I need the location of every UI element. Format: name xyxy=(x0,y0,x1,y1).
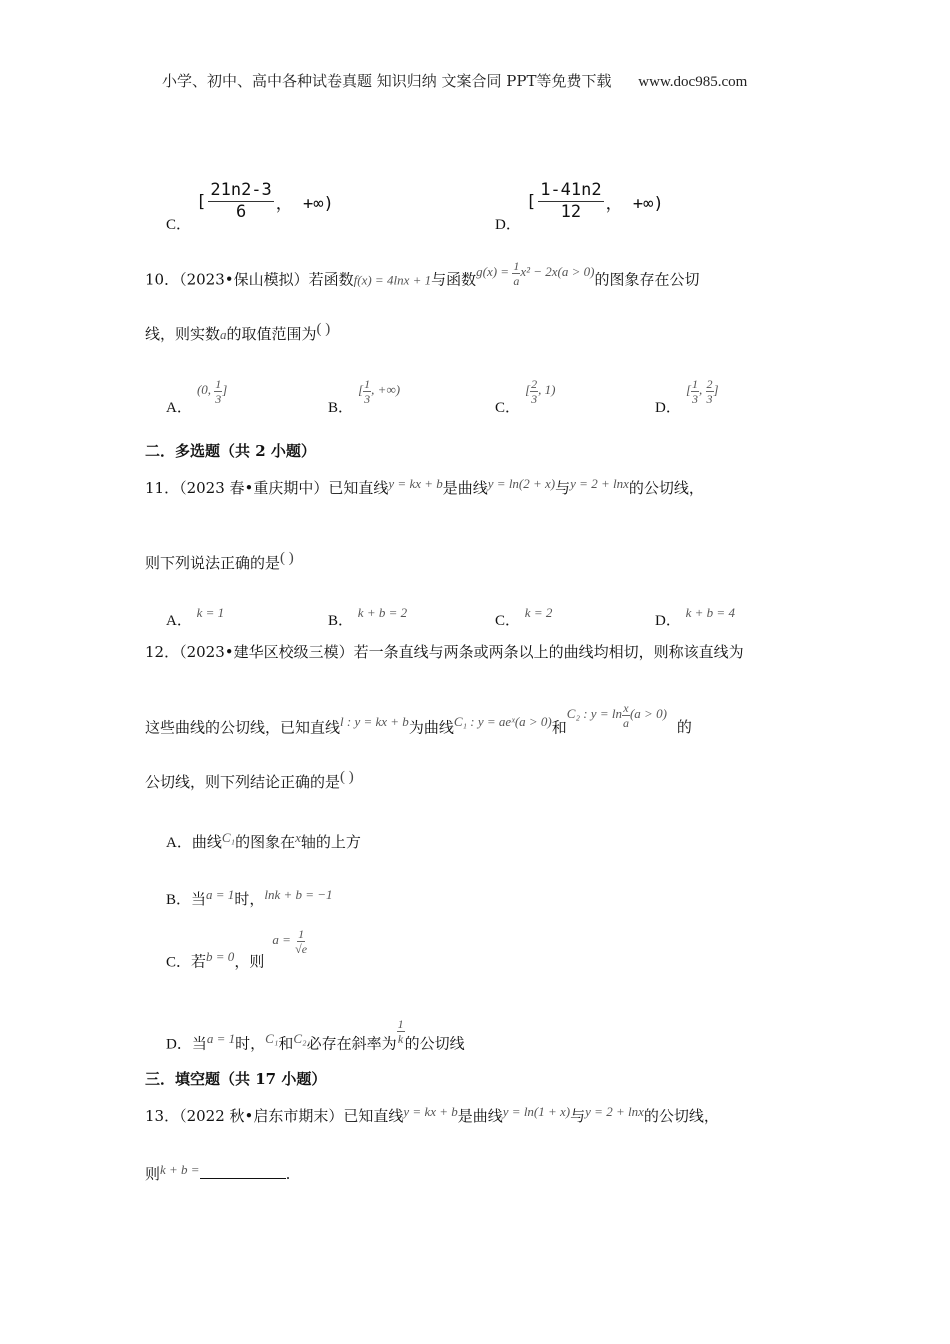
math-g-right: x² − 2x(a > 0) xyxy=(520,264,595,280)
question-number: 12． xyxy=(145,643,180,661)
option-text: 若 xyxy=(191,952,207,971)
stem-text: 这些曲线的公切线，已知直线 xyxy=(145,718,341,737)
answer-paren: ( ) xyxy=(316,321,331,337)
option-label: C． xyxy=(495,400,521,417)
stem-text: 的公切线， xyxy=(628,479,704,497)
q12-option-d[interactable] xyxy=(166,1017,465,1059)
math-c2-right: (a > 0) xyxy=(629,706,667,722)
q13-stem-line2 xyxy=(145,1164,290,1185)
q10-stem-line1 xyxy=(145,259,700,295)
q10-option-a[interactable] xyxy=(166,377,228,417)
q11-stem-line1 xyxy=(145,478,704,499)
q9-option-c-math: [ $\frac{21n2-3}{6}$ ， +∞) xyxy=(196,180,334,222)
option-label: D． xyxy=(655,613,681,629)
option-math: [ $\frac{1}{3}$ , $\frac{2}{3}$ ] xyxy=(685,377,719,406)
stem-text: 是曲线 xyxy=(442,479,488,497)
section-fill-in: 三．填空题（共 17 小题） xyxy=(145,1070,327,1088)
math-curve-c1: C₁ : y = aeˣ(a > 0) xyxy=(453,714,552,730)
option-label: B． xyxy=(328,400,354,417)
answer-blank[interactable] xyxy=(200,1164,286,1179)
stem-text: 的取值范围为 xyxy=(226,325,317,343)
option-math: (0, $\frac{1}{3}$ ] xyxy=(196,377,228,406)
option-math: k + b = 4 xyxy=(685,605,735,620)
option-text: 当 xyxy=(191,1034,207,1053)
fraction-numerator: 1-41n2 xyxy=(540,180,602,200)
math-line: y = kx + b xyxy=(403,1104,458,1119)
math-a: a xyxy=(220,327,227,342)
question-number: 10． xyxy=(145,270,180,289)
option-label: D． xyxy=(655,400,681,417)
stem-text: 为曲线 xyxy=(408,718,454,737)
option-text: 轴的上方 xyxy=(300,833,361,851)
stem-text: 已知直线 xyxy=(328,479,389,497)
option-text: 必存在斜率为 xyxy=(306,1034,397,1053)
interval-tail: ， +∞) xyxy=(605,194,664,214)
option-math: C₂ xyxy=(293,1031,307,1047)
option-math: a = 1 xyxy=(206,1031,236,1047)
option-text: 和 xyxy=(278,1034,294,1053)
option-label: D． xyxy=(166,1036,192,1053)
option-text: 时， xyxy=(235,1034,266,1053)
stem-text: 与 xyxy=(555,479,571,497)
option-label: A． xyxy=(166,613,192,629)
stem-text: 已知直线 xyxy=(343,1107,404,1125)
fraction-numerator: 21n2-3 xyxy=(210,180,272,200)
option-math: [ $\frac{1}{3}$ , +∞) xyxy=(358,377,401,406)
option-label: C． xyxy=(166,216,192,233)
q12-option-b[interactable] xyxy=(166,889,333,910)
stem-text: 和 xyxy=(551,718,567,737)
math-line-l: l : y = kx + b xyxy=(340,714,409,730)
q12-stem-line3 xyxy=(145,769,354,793)
math-curve1: y = ln(1 + x) xyxy=(502,1104,571,1119)
option-math: k = 1 xyxy=(196,605,225,620)
option-label: A． xyxy=(166,400,192,417)
option-label: C． xyxy=(166,954,192,971)
option-text: 的图象在 xyxy=(235,833,296,851)
q11-option-b[interactable] xyxy=(328,605,408,629)
question-source: （2023 春•重庆期中） xyxy=(179,479,329,497)
math-curve2: y = 2 + lnx xyxy=(585,1104,644,1119)
q11-option-c[interactable] xyxy=(495,605,553,629)
stem-text: 的 xyxy=(676,718,692,737)
section-multiple-choice: 二．多选题（共 2 小题） xyxy=(145,442,316,460)
page-header xyxy=(162,70,747,91)
q11-stem-line2 xyxy=(145,550,294,574)
q13-stem-line1 xyxy=(145,1106,719,1127)
stem-text: 与函数 xyxy=(431,270,477,289)
math-curve2: y = 2 + lnx xyxy=(570,476,629,491)
interval-tail: ， +∞) xyxy=(275,194,334,214)
option-label: B． xyxy=(328,613,354,629)
stem-text: 则下列说法正确的是 xyxy=(145,554,281,572)
stem-text: 公切线，则下列结论正确的是 xyxy=(145,773,341,791)
stem-text: . xyxy=(285,1165,291,1183)
option-text: 时， xyxy=(234,890,265,908)
header-url[interactable]: www.doc985.com xyxy=(638,74,748,90)
stem-text: 则 xyxy=(145,1165,161,1183)
option-label: C． xyxy=(495,613,521,629)
stem-text: 的图象存在公切 xyxy=(594,270,700,289)
answer-paren: ( ) xyxy=(280,550,294,566)
fraction-denominator: 6 xyxy=(235,202,247,222)
q12-stem-line2 xyxy=(145,701,692,743)
stem-text: 的公切线， xyxy=(643,1107,719,1125)
option-label: A． xyxy=(166,835,192,851)
fraction-denominator: 12 xyxy=(560,202,582,222)
option-math: lnk + b = −1 xyxy=(264,887,333,902)
option-label: D． xyxy=(495,216,521,233)
q12-stem-line1 xyxy=(145,642,744,662)
option-math-frac: a = $\frac{1}{√e}$ xyxy=(272,927,308,956)
question-source: （2023•建华区校级三模） xyxy=(179,643,354,661)
math-curve-c2: C₂ : y = ln $\frac{x}{a}$ (a > 0) xyxy=(566,701,667,730)
q9-option-c[interactable] xyxy=(166,180,334,233)
q10-option-d[interactable] xyxy=(655,377,719,417)
stem-text: 是曲线 xyxy=(457,1107,503,1125)
q9-option-d-math: [ $\frac{1-41n2}{12}$ ， +∞) xyxy=(525,180,664,222)
option-math: [ $\frac{2}{3}$ , 1) xyxy=(525,377,556,406)
stem-text: 若一条直线与两条或两条以上的曲线均相切，则称该直线为 xyxy=(353,643,744,661)
q12-option-c[interactable] xyxy=(166,927,308,977)
option-math: x xyxy=(295,830,301,845)
question-number: 13． xyxy=(145,1107,180,1125)
answer-paren: ( ) xyxy=(340,769,354,785)
option-text: 当 xyxy=(191,890,207,908)
q11-option-a[interactable] xyxy=(166,605,225,629)
q12-option-a[interactable] xyxy=(166,832,361,853)
option-math: b = 0 xyxy=(206,949,235,965)
math-g: g(x) = $\frac{1}{a}$ x² − 2x(a > 0) xyxy=(476,259,595,288)
math-curve1: y = ln(2 + x) xyxy=(487,476,556,491)
q10-option-b[interactable] xyxy=(328,377,401,417)
question-source: （2022 秋•启东市期末） xyxy=(179,1107,344,1125)
question-number: 11． xyxy=(145,479,180,497)
stem-text: 若函数 xyxy=(308,270,354,289)
option-text: 的公切线 xyxy=(404,1034,465,1053)
q9-option-d[interactable] xyxy=(495,180,664,233)
q11-option-d[interactable] xyxy=(655,605,735,629)
q10-stem-line2 xyxy=(145,321,331,345)
math-g-left: g(x) = xyxy=(476,264,510,280)
option-text: ，则 xyxy=(234,952,265,971)
math-k-plus-b: k + b = xyxy=(160,1162,200,1177)
math-a-equals: a = xyxy=(272,932,291,948)
option-label: B． xyxy=(166,892,192,908)
header-text: 小学、初中、高中各种试卷真题 知识归纳 文案合同 PPT等免费下载 xyxy=(162,72,612,90)
option-math: k = 2 xyxy=(524,605,553,620)
math-f: f(x) = 4lnx + 1 xyxy=(353,272,432,288)
math-c2-left: C₂ : y = ln xyxy=(566,706,622,722)
math-line: y = kx + b xyxy=(388,476,443,491)
option-math: C₁ xyxy=(265,1031,279,1047)
option-math: a = 1 xyxy=(206,887,235,902)
option-math: C₁ xyxy=(221,830,236,845)
stem-text: 线，则实数 xyxy=(145,325,221,343)
option-math-frac: $\frac{1}{k}$ xyxy=(397,1017,404,1046)
option-math: k + b = 2 xyxy=(357,605,408,620)
option-text: 曲线 xyxy=(191,833,222,851)
question-source: （2023•保山模拟） xyxy=(179,270,309,289)
stem-text: 与 xyxy=(570,1107,586,1125)
q10-option-c[interactable] xyxy=(495,377,556,417)
